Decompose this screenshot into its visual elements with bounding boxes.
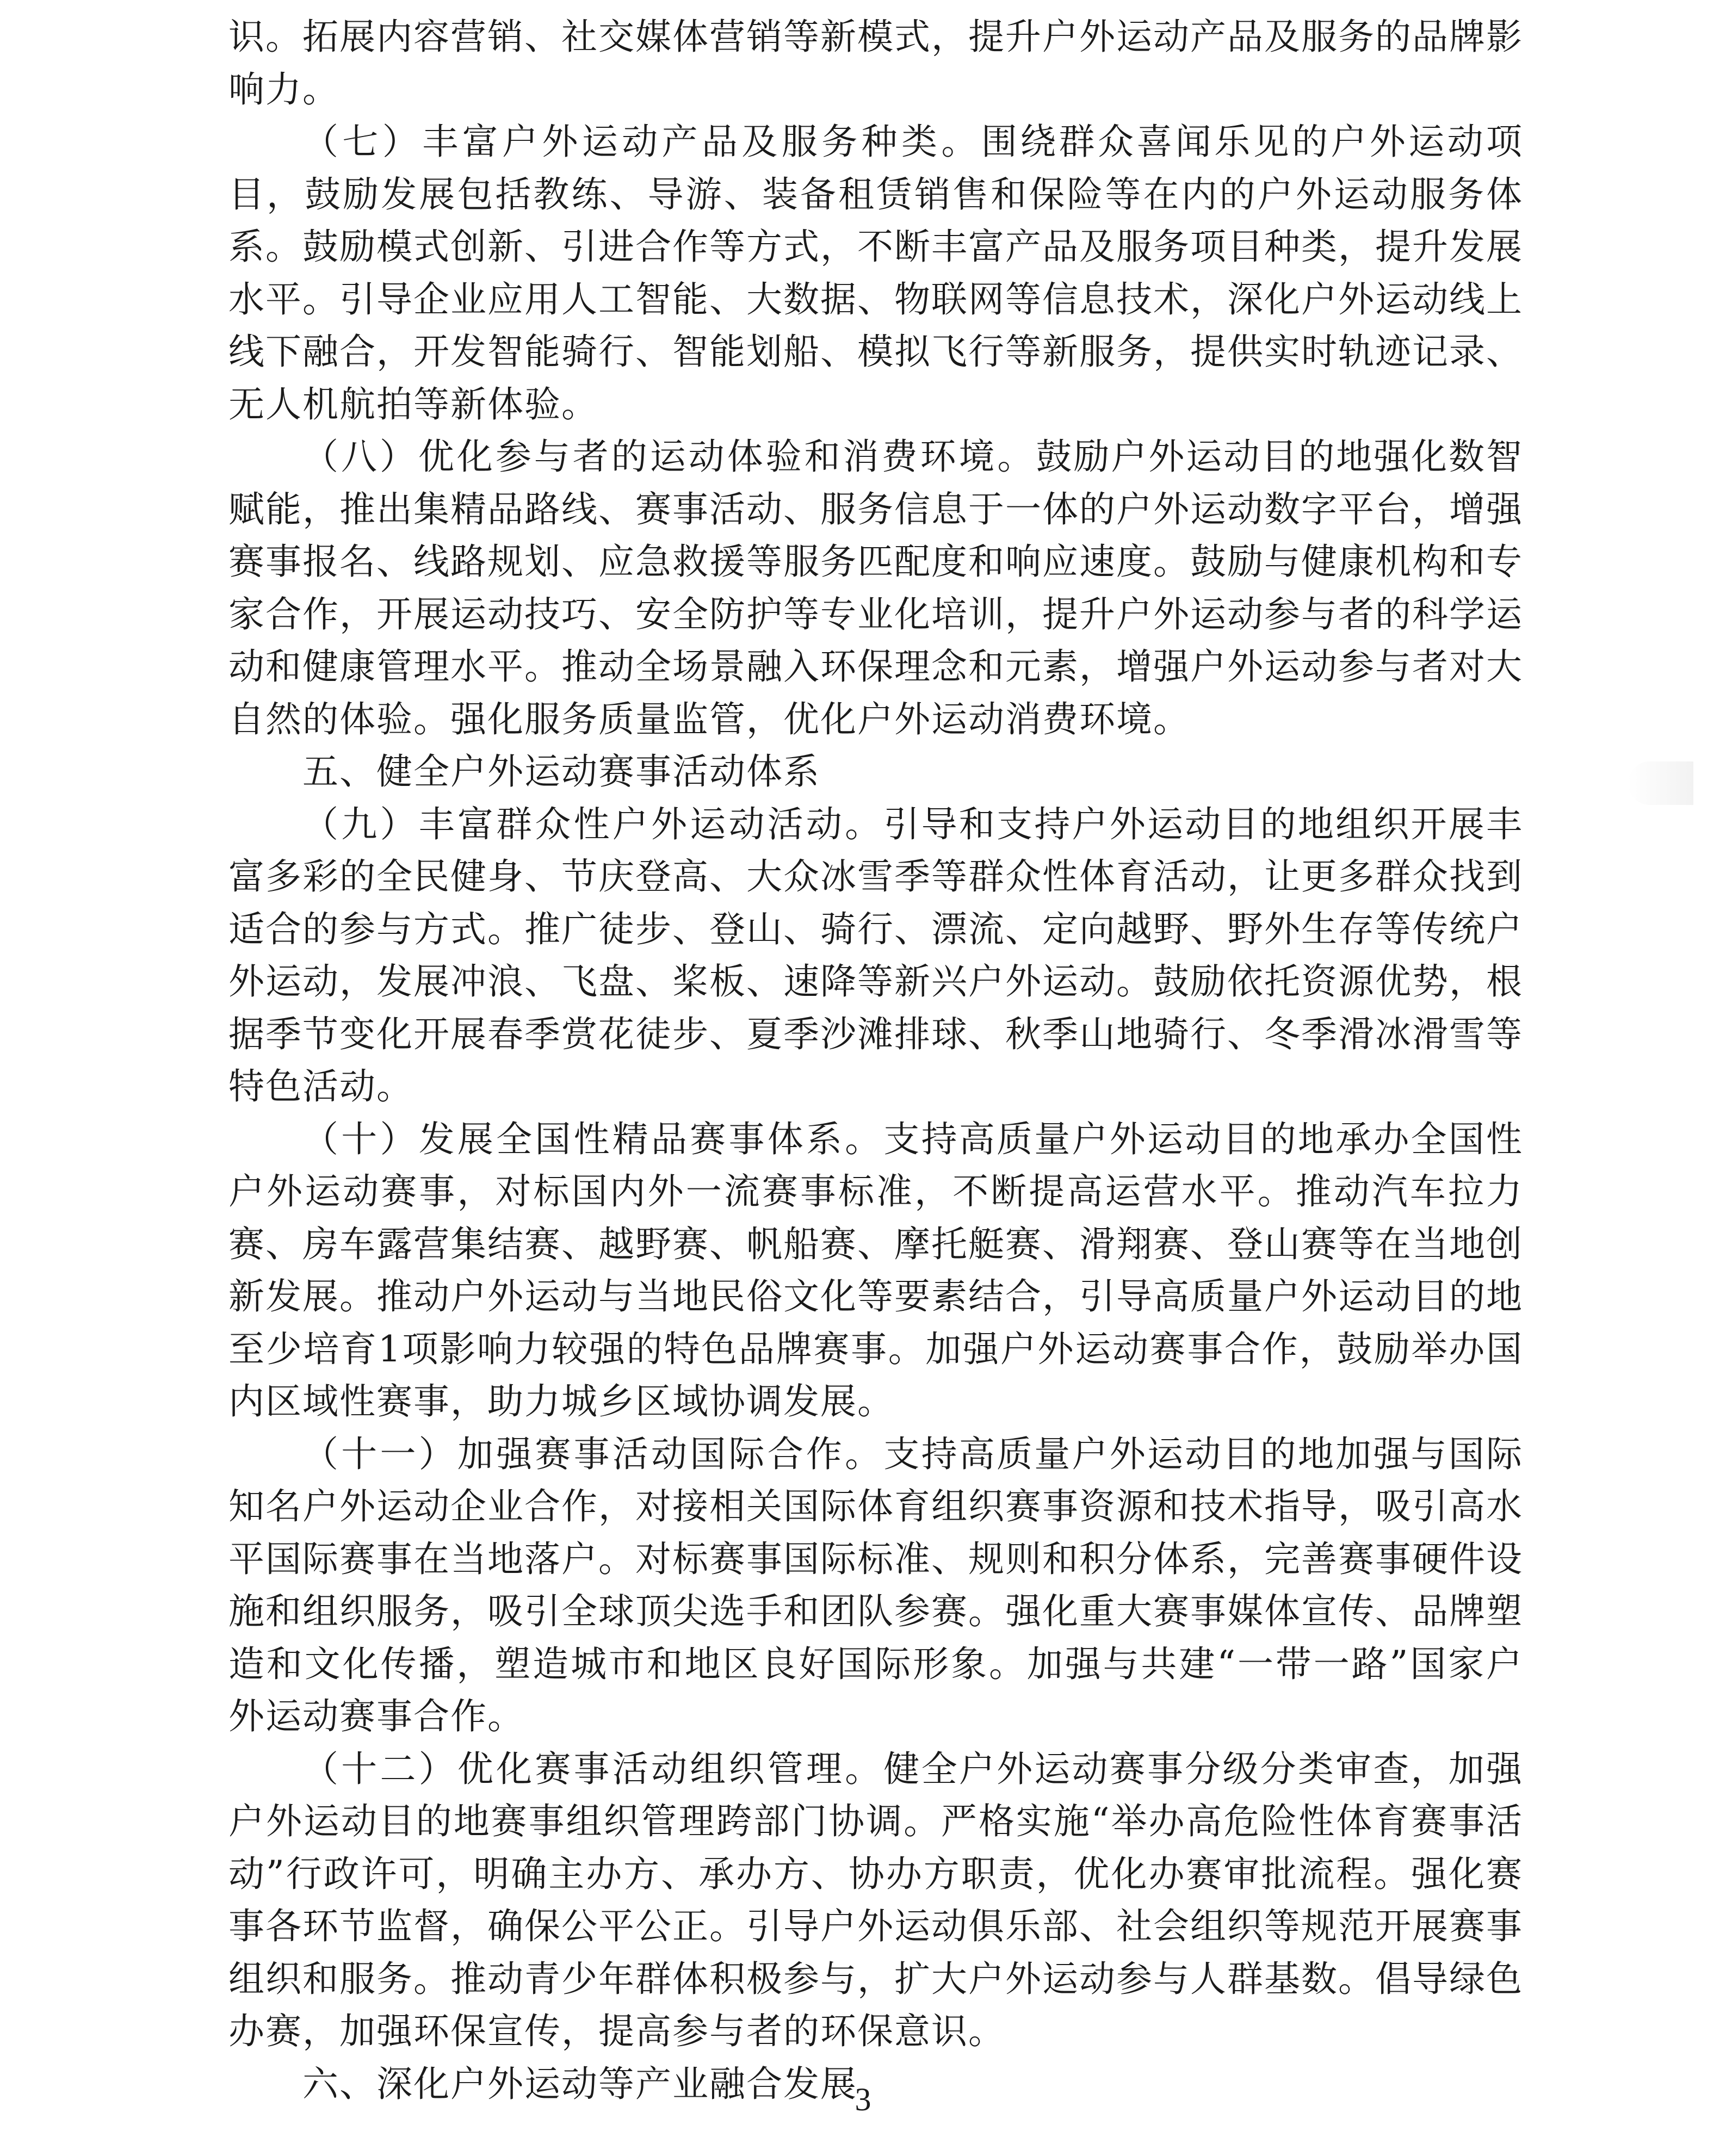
paragraph-text: 健全户外运动赛事分级分类审查，加强户外运动目的地赛事组织管理跨部门协调。严格实施“举办高危险性体育赛事活动”行政许可，明确主办方、承办方、协办方职责，优化办赛审批流程。强化赛事各环节监督，确保公平公正。引导户外运动俱乐部、社会组织等规范开展赛事组织和服务。推动青少年群体积极参与，扩大户外运动参与人群基数。倡导绿色办赛，加强环保宣传，提高参与者的环保意识。 xyxy=(228,1748,1524,2052)
paragraph-heading: （十）发展全国性精品赛事体系。 xyxy=(302,1118,884,1160)
paragraph-text: 围绕群众喜闻乐见的户外运动项目，鼓励发展包括教练、导游、装备租赁销售和保险等在内的户外运动服务体系。鼓励模式创新、引进合作等方式，不断丰富产品及服务项目种类，提升发展水平。引导企业应用人工智能、大数据、物联网等信息技术，深化户外运动线上线下融合，开发智能骑行、智能划船、模拟飞行等新服务，提供实时轨迹记录、无人机航拍等新体验。 xyxy=(228,121,1524,425)
paragraph-text: 支持高质量户外运动目的地承办全国性户外运动赛事，对标国内外一流赛事标准，不断提高运营水平。推动汽车拉力赛、房车露营集结赛、越野赛、帆船赛、摩托艇赛、滑翔赛、登山赛等在当地创新发展。推动户外运动与当地民俗文化等要素结合，引导高质量户外运动目的地至少培育1项影响力较强的特色品牌赛事。加强户外运动赛事合作，鼓励举办国内区域性赛事，助力城乡区域协调发展。 xyxy=(228,1118,1524,1422)
paragraph-text: 支持高质量户外运动目的地加强与国际知名户外运动企业合作，对接相关国际体育组织赛事资源和技术指导，吸引高水平国际赛事在当地落户。对标赛事国际标准、规则和积分体系，完善赛事硬件设施和组织服务，吸引全球顶尖选手和团队参赛。强化重大赛事媒体宣传、品牌塑造和文化传播，塑造城市和地区良好国际形象。加强与共建“一带一路”国家户外运动赛事合作。 xyxy=(228,1433,1524,1737)
paragraph-text: 识。拓展内容营销、社交媒体营销等新模式，提升户外运动产品及服务的品牌影响力。 xyxy=(228,16,1523,110)
paragraph-heading: （九）丰富群众性户外运动活动。 xyxy=(302,803,884,845)
paragraph-heading: （七）丰富户外运动产品及服务种类。 xyxy=(302,121,981,163)
paragraph-ten xyxy=(228,1113,1523,1428)
paragraph-eight xyxy=(228,431,1523,746)
paragraph-seven xyxy=(228,116,1523,431)
paragraph-continuation xyxy=(228,11,1523,116)
paragraph-text: 引导和支持户外运动目的地组织开展丰富多彩的全民健身、节庆登高、大众冰雪季等群众性体育活动，让更多群众找到适合的参与方式。推广徒步、登山、骑行、漂流、定向越野、野外生存等传统户外运动，发展冲浪、飞盘、桨板、速降等新兴户外运动。鼓励依托资源优势，根据季节变化开展春季赏花徒步、夏季沙滩排球、秋季山地骑行、冬季滑冰滑雪等特色活动。 xyxy=(228,803,1524,1107)
paragraph-heading: （十二）优化赛事活动组织管理。 xyxy=(302,1748,884,1790)
section-heading-six: 六、深化户外运动等产业融合发展 xyxy=(302,2062,857,2105)
page-number: 3 xyxy=(855,2081,871,2117)
section-heading-five: 五、健全户外运动赛事活动体系 xyxy=(302,751,820,792)
document-body xyxy=(228,11,1523,2110)
paragraph-heading: （八）优化参与者的运动体验和消费环境。 xyxy=(302,436,1036,478)
paragraph-nine xyxy=(228,798,1523,1113)
paragraph-heading: （十一）加强赛事活动国际合作。 xyxy=(302,1433,884,1475)
page-edge-shadow xyxy=(1628,761,1693,805)
paragraph-twelve xyxy=(228,1743,1523,2058)
paragraph-eleven xyxy=(228,1428,1523,1743)
paragraph-text: 鼓励户外运动目的地强化数智赋能，推出集精品路线、赛事活动、服务信息于一体的户外运动数字平台，增强赛事报名、线路规划、应急救援等服务匹配度和响应速度。鼓励与健康机构和专家合作，开展运动技巧、安全防护等专业化培训，提升户外运动参与者的科学运动和健康管理水平。推动全场景融入环保理念和元素，增强户外运动参与者对大自然的体验。强化服务质量监管，优化户外运动消费环境。 xyxy=(228,436,1524,740)
